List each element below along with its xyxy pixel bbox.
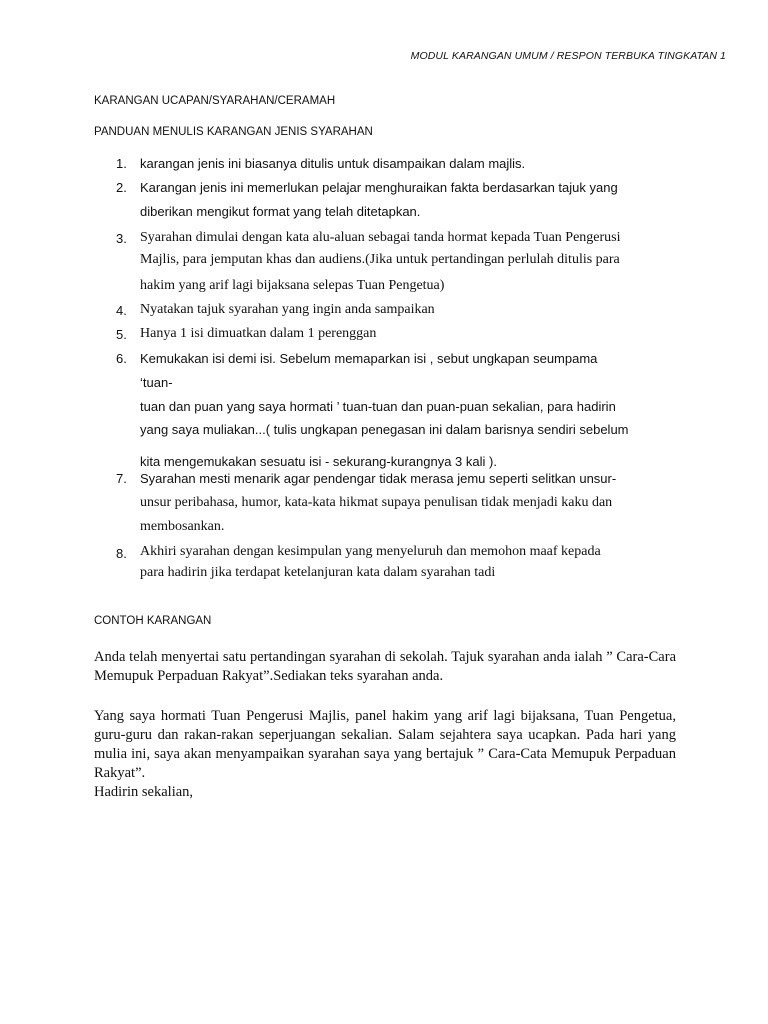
document-title: KARANGAN UCAPAN/SYARAHAN/CERAMAH bbox=[94, 95, 336, 107]
example-heading: CONTOH KARANGAN bbox=[94, 615, 212, 627]
speech-opening: Yang saya hormati Tuan Pengerusi Majlis, panel hakim yang arif lagi bijaksana, Tuan Pengetua, guru-guru dan rakan-rakan seperjuangan sekalian. Salam sejahtera saya ucapkan. Pada hari yang mulia ini, saya akan menyampaikan syarahan saya yang bertajuk ” Cara-Cata Memupuk Perpaduan Rakyat”. bbox=[94, 708, 676, 781]
item-text-line: ‘tuan- bbox=[140, 375, 173, 390]
item-text-line: yang saya muliakan...( tulis ungkapan penegasan ini dalam barisnya sendiri sebelum bbox=[140, 422, 629, 437]
example-speech bbox=[94, 707, 676, 802]
item-text-line: karangan jenis ini biasanya ditulis untuk disampaikan dalam majlis. bbox=[140, 156, 526, 171]
item-text-line: unsur peribahasa, humor, kata-kata hikmat supaya penulisan tidak menjadi kaku dan bbox=[140, 495, 613, 510]
item-text-line: Kemukakan isi demi isi. Sebelum memaparkan isi , sebut ungkapan seumpama bbox=[140, 351, 598, 366]
example-task bbox=[94, 648, 676, 686]
item-number: 4. bbox=[116, 303, 127, 318]
item-number: 7. bbox=[116, 471, 127, 486]
item-text-line: tuan dan puan yang saya hormati ’ tuan-tuan dan puan-puan sekalian, para hadirin bbox=[140, 399, 616, 414]
item-text-line: Majlis, para jemputan khas dan audiens.(Jika untuk pertandingan perlulah ditulis para bbox=[140, 252, 620, 267]
item-number: 3. bbox=[116, 231, 127, 246]
item-text-line: Karangan jenis ini memerlukan pelajar menghuraikan fakta berdasarkan tajuk yang bbox=[140, 180, 618, 195]
item-text-line: hakim yang arif lagi bijaksana selepas Tuan Pengetua) bbox=[140, 278, 445, 293]
running-header: MODUL KARANGAN UMUM / RESPON TERBUKA TINGKATAN 1 bbox=[410, 50, 726, 62]
item-text-line: Hanya 1 isi dimuatkan dalam 1 perenggan bbox=[140, 326, 377, 341]
guide-heading: PANDUAN MENULIS KARANGAN JENIS SYARAHAN bbox=[94, 126, 373, 138]
item-number: 6. bbox=[116, 351, 127, 366]
item-text-line: membosankan. bbox=[140, 519, 225, 534]
item-text-line: diberikan mengikut format yang telah ditetapkan. bbox=[140, 204, 421, 219]
speech-address: Hadirin sekalian, bbox=[94, 784, 194, 800]
item-number: 2. bbox=[116, 180, 127, 195]
item-text-line: para hadirin jika terdapat ketelanjuran kata dalam syarahan tadi bbox=[140, 565, 496, 580]
item-text-line: Nyatakan tajuk syarahan yang ingin anda sampaikan bbox=[140, 302, 435, 317]
item-number: 1. bbox=[116, 156, 127, 171]
item-number: 5. bbox=[116, 327, 127, 342]
task-text: Anda telah menyertai satu pertandingan syarahan di sekolah. Tajuk syarahan anda ialah ” Cara-Cara Memupuk Perpaduan Rakyat”.Sediakan teks syarahan anda. bbox=[94, 649, 676, 684]
item-text-line: Syarahan dimulai dengan kata alu-aluan sebagai tanda hormat kepada Tuan Pengerusi bbox=[140, 230, 621, 245]
item-text-line: Syarahan mesti menarik agar pendengar tidak merasa jemu seperti selitkan unsur- bbox=[140, 471, 617, 486]
item-text-line: kita mengemukakan sesuatu isi - sekurang-kurangnya 3 kali ). bbox=[140, 454, 497, 469]
item-text-line: Akhiri syarahan dengan kesimpulan yang menyeluruh dan memohon maaf kepada bbox=[140, 544, 601, 559]
item-number: 8. bbox=[116, 546, 127, 561]
